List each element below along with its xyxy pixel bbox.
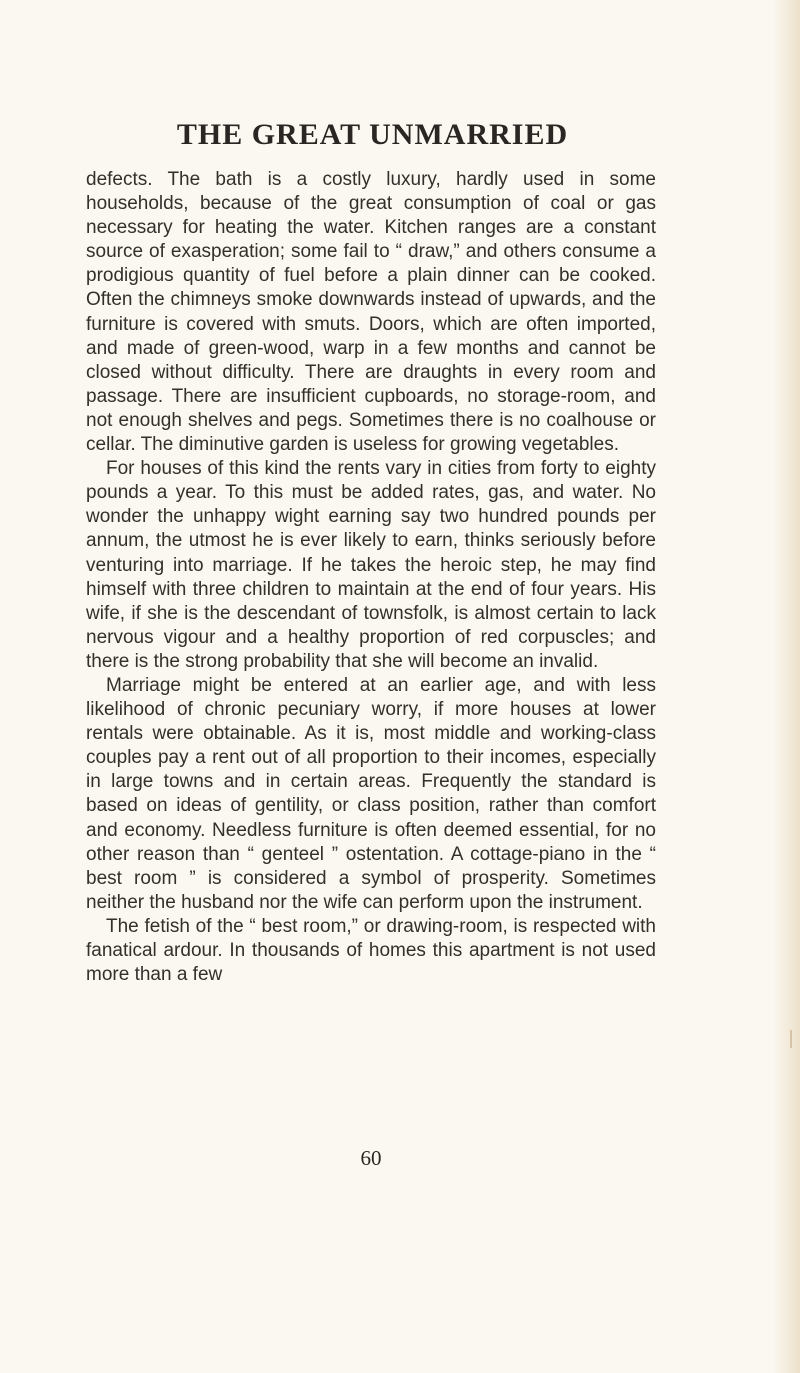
paragraph: Marriage might be entered at an earlier age, and with less likelihood of chronic pecuniary worry, if more houses at lower rentals were obtainable. As it is, most middle and working-class couples pay a rent out of all proportion to their incomes, especially in large towns and in certain areas. Frequently the standard is based on ideas of gentility, or class position, rather than comfort and economy. Needless furniture is often deemed essential, for no other reason than “ genteel ” ostentation. A cottage-piano in the “ best room ” is considered a symbol of prosperity. Sometimes neither the husband nor the wife can perform upon the instrument. [86,674,656,913]
paragraph: The fetish of the “ best room,” or drawing-room, is respected with fanatical ardour. In thousands of homes this apartment is not used more than a few [86,915,656,986]
body-text [86,168,656,987]
paragraph: defects. The bath is a costly luxury, hardly used in some households, because of the great consumption of coal or gas necessary for heating the water. Kitchen ranges are a constant source of exasperation; some fail to “ draw,” and others consume a prodigious quantity of fuel before a plain dinner can be cooked. Often the chimneys smoke downwards instead of upwards, and the furniture is covered with smuts. Doors, which are often imported, and made of green-wood, warp in a few months and cannot be closed without difficulty. There are draughts in every room and passage. There are insufficient cupboards, no storage-room, and not enough shelves and pegs. Sometimes there is no coalhouse or cellar. The diminutive garden is useless for growing vegetables. [86,169,656,456]
paragraph: For houses of this kind the rents vary in cities from forty to eighty pounds a year. To this must be added rates, gas, and water. No wonder the unhappy wight earning say two hundred pounds per annum, the utmost he is ever likely to earn, thinks seriously before venturing into marriage. If he takes the heroic step, he may find himself with three children to maintain at the end of four years. His wife, if she is the descendant of townsfolk, is almost certain to lack nervous vigour and a healthy proportion of red corpuscles; and there is the strong probability that she will become an invalid. [86,458,656,672]
page-number: 60 [360,1146,382,1170]
page-edge-shading [772,0,800,1373]
running-head: THE GREAT UNMARRIED [176,118,569,151]
paper-speck [790,1030,792,1048]
